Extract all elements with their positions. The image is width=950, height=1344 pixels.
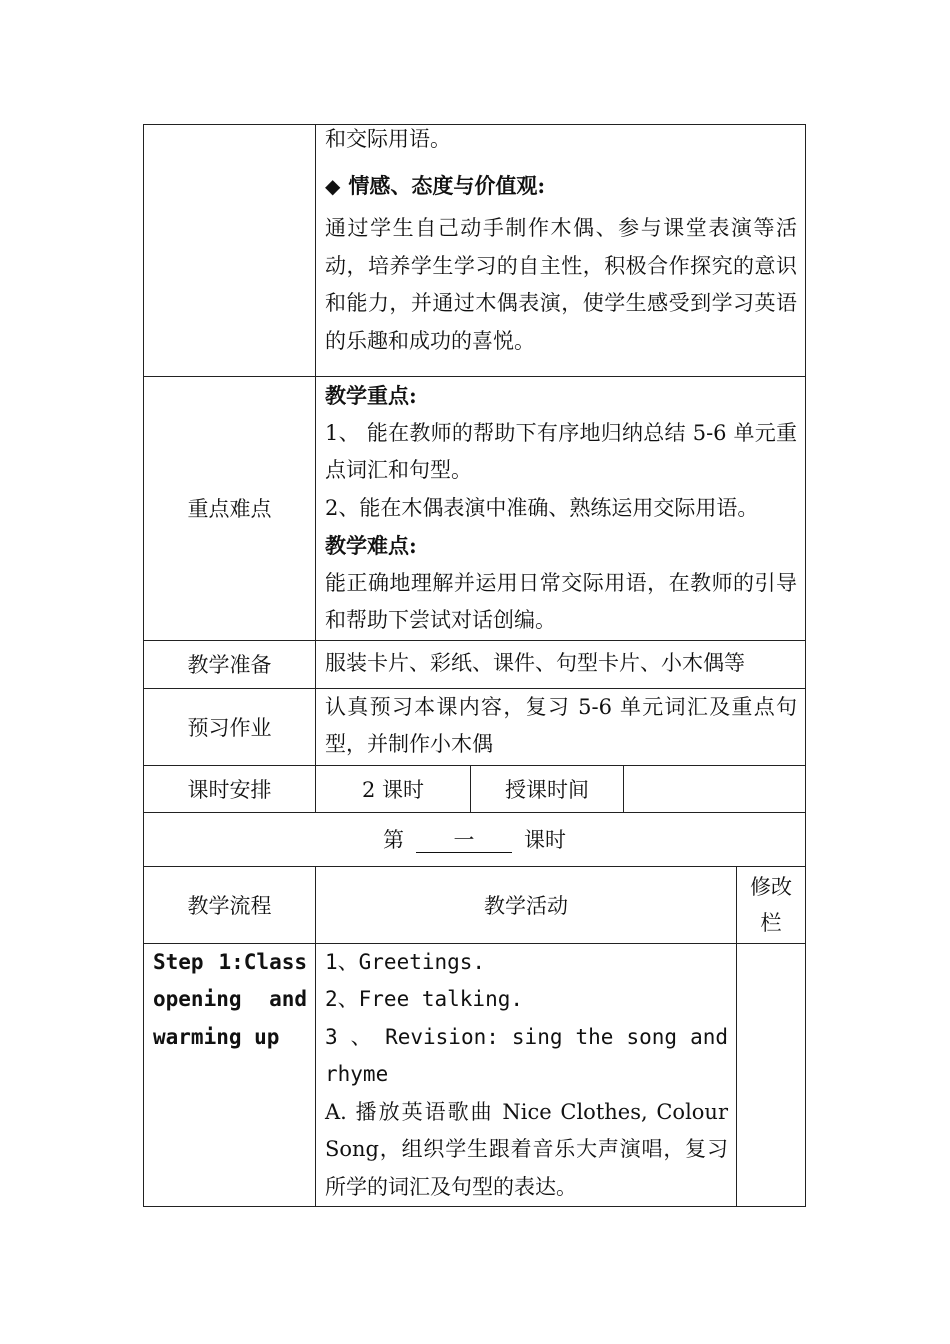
difficult-text: 能正确地理解并运用日常交际用语，在教师的引导和帮助下尝试对话创编。 (325, 570, 797, 632)
schedule-label: 课时安排 (144, 765, 316, 812)
step-1-label-cell (144, 943, 316, 1207)
affect-heading (325, 167, 797, 206)
key-item-2: 2、能在木偶表演中准确、熟练运用交际用语。 (325, 495, 759, 520)
schedule-row (144, 765, 806, 812)
teaching-time-label: 授课时间 (471, 765, 624, 812)
process-header-row (144, 866, 806, 943)
goals-content-cell (316, 125, 806, 377)
step-1-revision-cell (737, 943, 806, 1207)
affect-heading-text: 情感、态度与价值观: (348, 172, 546, 198)
step-1-item-a: A. 播放英语歌曲 Nice Clothes, Colour Song，组织学生跟着音乐大声演唱，复习所学的词汇及句型的表达。 (325, 1099, 728, 1199)
key-points-content (316, 377, 806, 641)
key-points-label: 重点难点 (144, 377, 316, 641)
step-1-item-1: 1、Greetings. (325, 949, 486, 974)
affect-text: 通过学生自己动手制作木偶、参与课堂表演等活动，培养学生学习的自主性，积极合作探究的意识和能力，并通过木偶表演，使学生感受到学习英语的乐趣和成功的喜悦。 (325, 216, 797, 353)
session-cell (144, 812, 806, 866)
schedule-value: 2 课时 (316, 765, 471, 812)
step-1-label: Step 1:Class opening and warming up (153, 949, 307, 1049)
preview-cell (316, 688, 806, 765)
difficult-heading: 教学难点: (325, 533, 417, 558)
revision-header: 修改栏 (750, 874, 792, 935)
session-number: 一 (416, 828, 512, 853)
step-1-row (144, 943, 806, 1207)
goals-label-cell (144, 125, 316, 377)
session-suffix: 课时 (524, 828, 566, 852)
session-prefix: 第 (383, 828, 404, 852)
key-points-row (144, 377, 806, 641)
step-1-item-2: 2、Free talking. (325, 987, 524, 1011)
revision-header-cell (737, 866, 806, 943)
preparation-row (144, 640, 806, 688)
goals-row (144, 125, 806, 377)
preview-label: 预习作业 (144, 688, 316, 765)
teaching-time-value (624, 765, 806, 812)
diamond-bullet-icon: ◆ (325, 173, 341, 198)
step-1-item-3: 3 、 Revision: sing the song and rhyme (325, 1024, 728, 1086)
key-heading: 教学重点: (325, 383, 417, 408)
step-1-activity-cell (316, 943, 737, 1207)
session-row (144, 812, 806, 866)
process-header: 教学流程 (144, 866, 316, 943)
preparation-cell (316, 640, 806, 688)
goals-carry-line: 和交际用语。 (325, 127, 451, 151)
preview-row (144, 688, 806, 765)
preparation-label: 教学准备 (144, 640, 316, 688)
preparation-text: 服装卡片、彩纸、课件、句型卡片、小木偶等 (325, 651, 745, 676)
lesson-plan-table (143, 124, 806, 1207)
key-item-1: 1、 能在教师的帮助下有序地归纳总结 5-6 单元重点词汇和句型。 (325, 420, 797, 482)
activity-header: 教学活动 (316, 866, 737, 943)
preview-text: 认真预习本课内容，复习 5-6 单元词汇及重点句型，并制作小木偶 (325, 694, 797, 756)
